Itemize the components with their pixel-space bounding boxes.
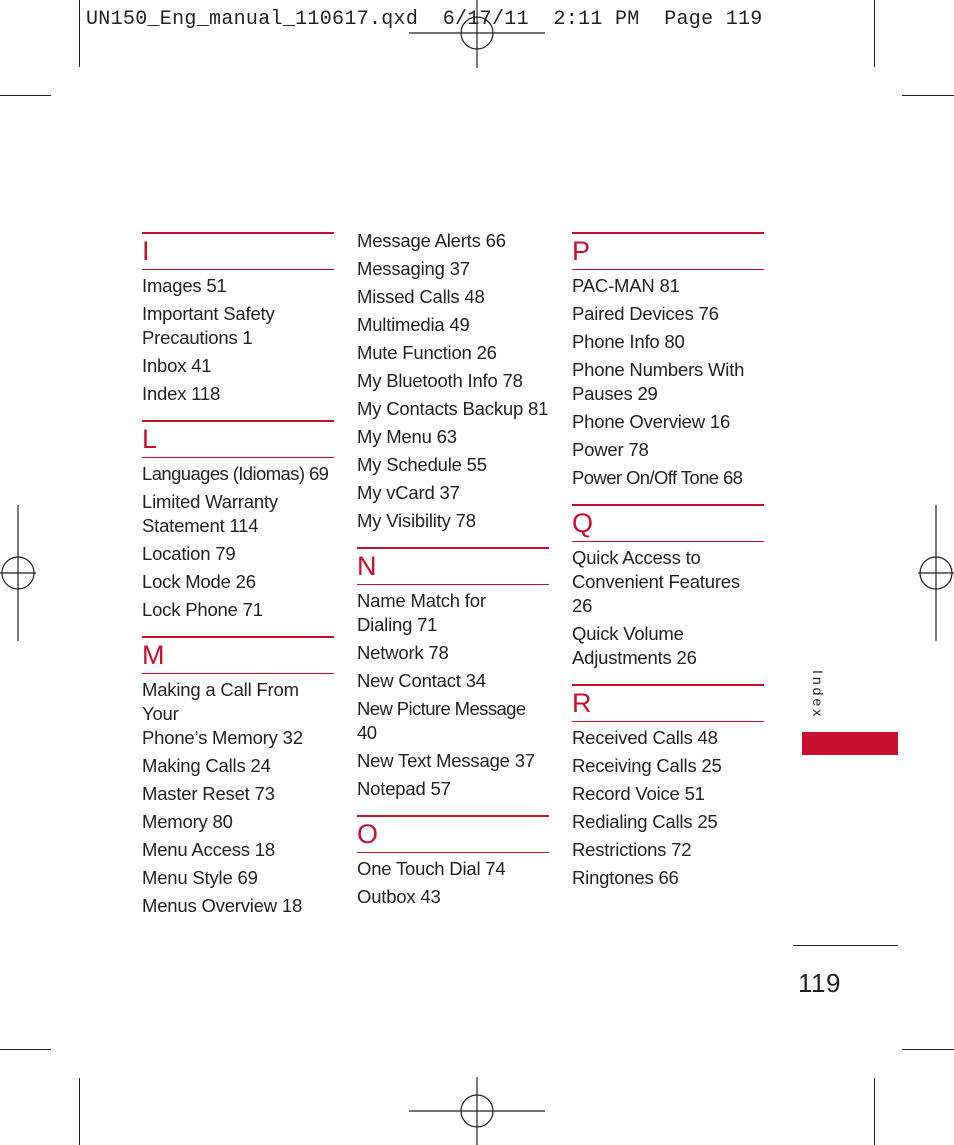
index-entry-list xyxy=(357,857,549,909)
index-entry-list xyxy=(572,546,764,670)
index-section-continued xyxy=(357,229,549,533)
index-entry: Menu Access 18 xyxy=(142,839,275,860)
index-entry: Phone Overview 16 xyxy=(572,411,731,432)
crop-mark-top-right-horizontal xyxy=(902,95,954,96)
index-entry: Name Match for Dialing 71 xyxy=(357,590,486,635)
index-entry: Phone Numbers With Pauses 29 xyxy=(572,359,745,404)
index-entry: Making a Call From Your Phone’s Memory 32 xyxy=(142,679,303,748)
index-entry: Phone Info 80 xyxy=(572,331,685,352)
slug-line: UN150_Eng_manual_110617.qxd 6/17/11 2:11 PM Page 119 xyxy=(86,8,763,31)
index-entry: Inbox 41 xyxy=(142,355,212,376)
section-letter: P xyxy=(572,236,591,266)
crop-mark-top-left-vertical xyxy=(79,0,80,67)
index-entry: My Schedule 55 xyxy=(357,454,487,475)
index-entry-list xyxy=(142,462,334,622)
registration-mark-top xyxy=(409,0,545,70)
side-tab-label: Index xyxy=(810,670,826,720)
section-letter-header xyxy=(142,636,334,674)
index-column-3 xyxy=(572,232,764,894)
index-entry: Lock Phone 71 xyxy=(142,599,263,620)
index-entry: Important Safety Precautions 1 xyxy=(142,303,275,348)
crop-mark-top-right-vertical xyxy=(874,0,875,67)
index-entry: Menu Style 69 xyxy=(142,867,258,888)
crop-mark-bottom-left-horizontal xyxy=(0,1049,51,1050)
section-letter-header xyxy=(572,232,764,270)
index-entry: Ringtones 66 xyxy=(572,867,679,888)
index-entry: Record Voice 51 xyxy=(572,783,705,804)
registration-mark-right xyxy=(900,505,954,641)
index-entry: Receiving Calls 25 xyxy=(572,755,722,776)
index-entry: Memory 80 xyxy=(142,811,233,832)
side-tab-bar xyxy=(802,732,898,755)
index-entry: Outbox 43 xyxy=(357,886,441,907)
index-entry: Messaging 37 xyxy=(357,258,470,279)
index-entry: Received Calls 48 xyxy=(572,727,718,748)
index-entry: Power 78 xyxy=(572,439,649,460)
registration-mark-left xyxy=(0,505,70,641)
index-section xyxy=(357,547,549,801)
index-entry-list xyxy=(572,726,764,890)
section-letter: I xyxy=(142,236,150,266)
index-entry: Location 79 xyxy=(142,543,236,564)
index-entry: Menus Overview 18 xyxy=(142,895,303,916)
index-entry: My Visibility 78 xyxy=(357,510,476,531)
index-entry: Power On/Off Tone 68 xyxy=(572,467,743,488)
crop-mark-top-left-horizontal xyxy=(0,95,51,96)
index-entry: Mute Function 26 xyxy=(357,342,497,363)
index-entry: New Picture Message 40 xyxy=(357,698,526,743)
index-entry: My Contacts Backup 81 xyxy=(357,398,549,419)
index-entry-list xyxy=(142,274,334,406)
index-entry: One Touch Dial 74 xyxy=(357,858,506,879)
index-entry: New Text Message 37 xyxy=(357,750,535,771)
index-entry: Images 51 xyxy=(142,275,227,296)
section-letter: M xyxy=(142,640,165,670)
index-entry: Missed Calls 48 xyxy=(357,286,485,307)
folio-rule xyxy=(793,945,898,946)
index-entry: Master Reset 73 xyxy=(142,783,275,804)
index-entry: Notepad 57 xyxy=(357,778,451,799)
index-entry: Paired Devices 76 xyxy=(572,303,719,324)
index-entry: Multimedia 49 xyxy=(357,314,470,335)
index-entry: Limited Warranty Statement 114 xyxy=(142,491,278,536)
index-section xyxy=(572,684,764,890)
index-section xyxy=(142,232,334,406)
crop-mark-bottom-right-vertical xyxy=(874,1078,875,1145)
index-section xyxy=(357,815,549,909)
index-entry: New Contact 34 xyxy=(357,670,486,691)
page-number: 119 xyxy=(798,968,841,998)
index-entry: Network 78 xyxy=(357,642,449,663)
index-entry: Quick Access to Convenient Features 26 xyxy=(572,547,740,616)
section-letter: O xyxy=(357,819,379,849)
index-entry-list xyxy=(357,589,549,801)
section-letter: L xyxy=(142,424,158,454)
index-entry: My Bluetooth Info 78 xyxy=(357,370,523,391)
section-letter-header xyxy=(572,684,764,722)
index-entry: Index 118 xyxy=(142,383,221,404)
section-letter-header xyxy=(357,815,549,853)
index-section xyxy=(142,636,334,918)
index-entry-list xyxy=(142,678,334,918)
index-entry: Lock Mode 26 xyxy=(142,571,256,592)
index-entry: My Menu 63 xyxy=(357,426,457,447)
section-letter-header xyxy=(142,232,334,270)
index-entry: Making Calls 24 xyxy=(142,755,271,776)
section-letter-header xyxy=(142,420,334,458)
section-letter-header xyxy=(572,504,764,542)
index-entry: My vCard 37 xyxy=(357,482,460,503)
index-entry: Languages (Idiomas) 69 xyxy=(142,463,329,484)
index-column-1 xyxy=(142,232,334,922)
index-entry-list-continued xyxy=(357,229,549,533)
index-entry: Redialing Calls 25 xyxy=(572,811,718,832)
section-letter: N xyxy=(357,551,377,581)
section-letter: R xyxy=(572,688,592,718)
index-entry: Message Alerts 66 xyxy=(357,230,506,251)
index-section xyxy=(572,232,764,490)
index-section xyxy=(572,504,764,670)
registration-mark-bottom xyxy=(409,1077,545,1145)
index-entry: Quick Volume Adjustments 26 xyxy=(572,623,697,668)
section-letter: Q xyxy=(572,508,594,538)
index-section xyxy=(142,420,334,622)
crop-mark-bottom-right-horizontal xyxy=(902,1049,954,1050)
index-column-2 xyxy=(357,232,549,913)
crop-mark-bottom-left-vertical xyxy=(79,1078,80,1145)
index-entry-list xyxy=(572,274,764,490)
section-letter-header xyxy=(357,547,549,585)
index-entry: Restrictions 72 xyxy=(572,839,692,860)
index-entry: PAC-MAN 81 xyxy=(572,275,680,296)
